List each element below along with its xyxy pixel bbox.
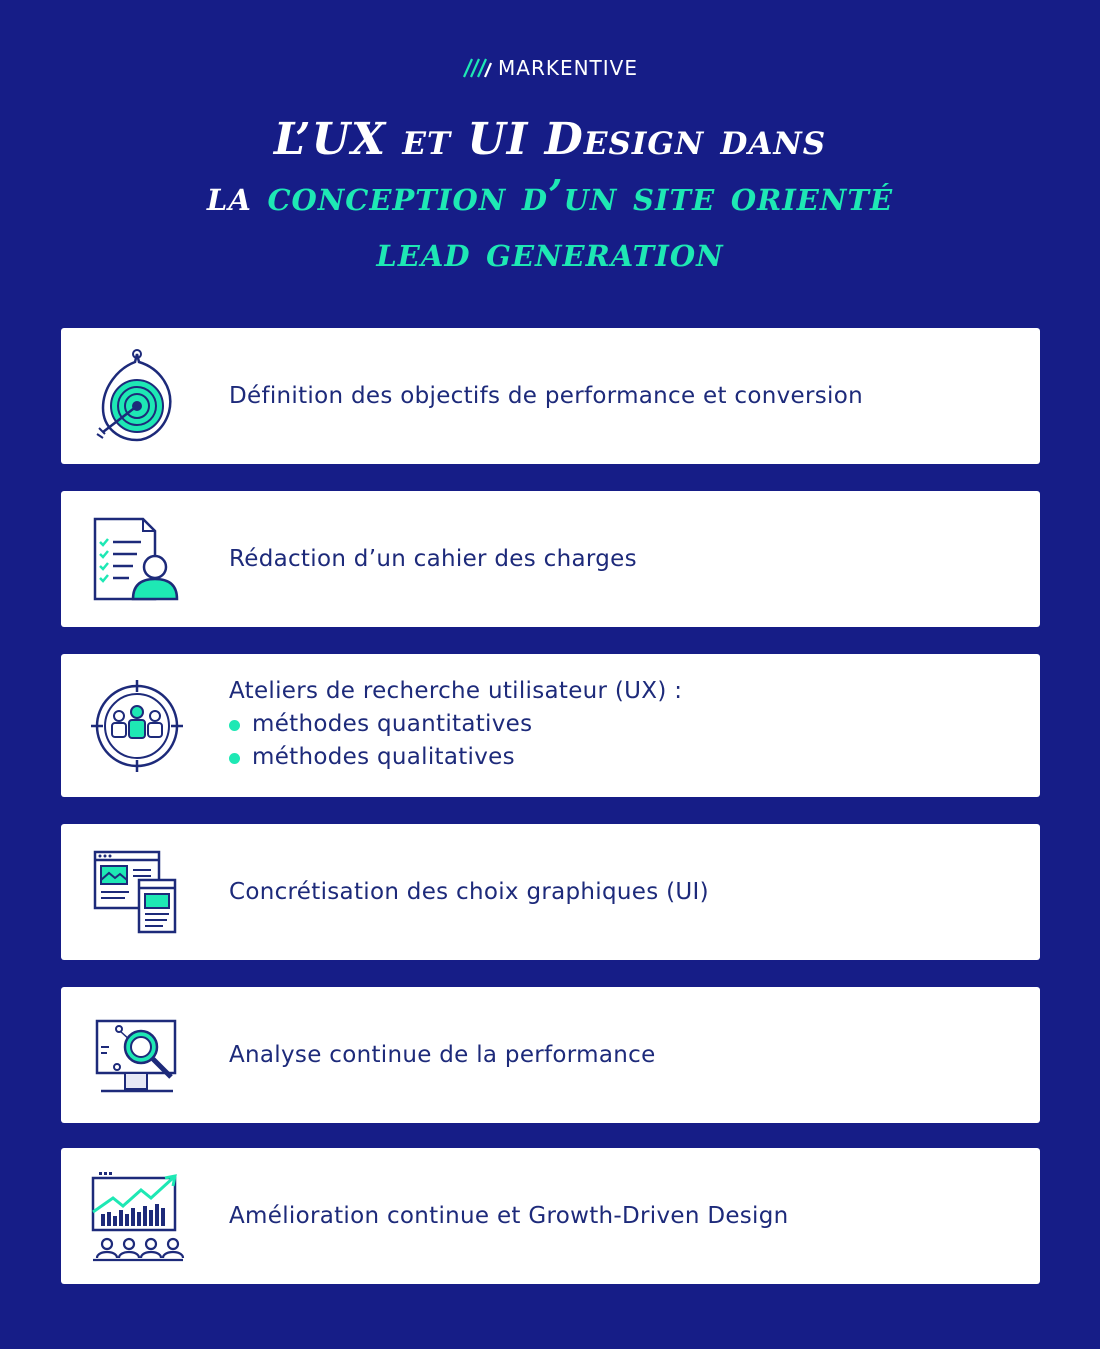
step-card-ui-design — [61, 824, 1040, 960]
step-label: Amélioration continue et Growth-Driven Design — [229, 1203, 789, 1229]
step-label: Ateliers de recherche utilisateur (UX) : — [229, 677, 683, 704]
bullet-item: méthodes qualitatives — [229, 741, 1000, 774]
brand-name: MARKENTIVE — [498, 56, 638, 80]
page-title — [0, 112, 1100, 280]
step-label: Analyse continue de la performance — [229, 1042, 656, 1068]
brand-logo — [0, 56, 1100, 80]
bullet-list — [229, 708, 1000, 774]
title-line-3: lead generation — [376, 227, 724, 276]
user-research-target-icon — [89, 678, 185, 774]
title-line-2-accent: conception d’un site orienté — [267, 171, 894, 220]
step-label: Rédaction d’un cahier des charges — [229, 546, 637, 572]
bullet-item: méthodes quantitatives — [229, 708, 1000, 741]
analytics-magnifier-icon — [89, 1007, 185, 1103]
step-card-objectives — [61, 328, 1040, 464]
title-line-2-prefix: la — [206, 171, 252, 220]
step-label: Concrétisation des choix graphiques (UI) — [229, 879, 709, 905]
title-line-1: L’UX et UI Design dans — [273, 114, 827, 165]
specification-document-icon — [89, 511, 185, 607]
title-line-2 — [0, 168, 1100, 224]
step-label: Définition des objectifs de performance et conversion — [229, 383, 863, 409]
step-card-specifications — [61, 491, 1040, 627]
slash-lines-logo-icon — [462, 57, 492, 79]
ui-mockup-icon — [89, 844, 185, 940]
target-icon — [89, 348, 185, 444]
step-card-analysis — [61, 987, 1040, 1123]
step-card-growth — [61, 1148, 1040, 1284]
growth-chart-icon — [89, 1168, 185, 1264]
step-card-user-research — [61, 654, 1040, 797]
